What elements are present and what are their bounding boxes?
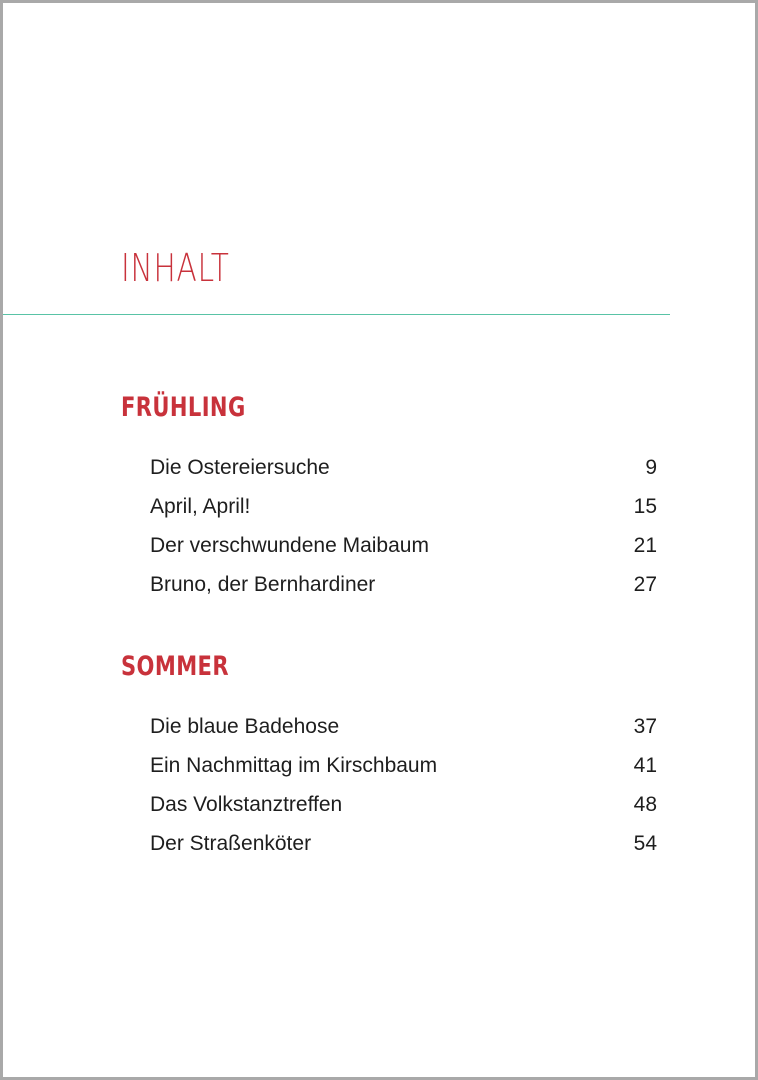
toc-entry-title: April, April!	[150, 495, 251, 518]
toc-entry-page: 54	[633, 832, 657, 855]
toc-entry-title: Der verschwundene Maibaum	[150, 534, 429, 557]
toc-entry-title: Der Straßenköter	[150, 832, 312, 855]
toc-entry-title: Die blaue Badehose	[150, 715, 340, 738]
toc-entry-page: 21	[633, 534, 657, 557]
section-title-fruehling: FRÜHLING	[121, 392, 246, 423]
toc-entry	[150, 526, 657, 565]
toc-list-sommer	[150, 707, 657, 863]
toc-entry-title: Die Ostereiersuche	[150, 456, 330, 479]
section-title-sommer: SOMMER	[121, 651, 229, 682]
toc-list-fruehling	[150, 448, 657, 604]
toc-entry-page: 48	[633, 793, 657, 816]
toc-entry-title: Ein Nachmittag im Kirschbaum	[150, 754, 438, 777]
toc-entry	[150, 785, 657, 824]
toc-entry-title: Das Volkstanztreffen	[150, 793, 343, 816]
toc-entry-page: 9	[645, 456, 657, 479]
title-divider	[3, 314, 670, 315]
toc-entry-page: 41	[633, 754, 657, 777]
toc-entry-page: 27	[633, 573, 657, 596]
toc-entry-title: Bruno, der Bernhardiner	[150, 573, 376, 596]
toc-entry	[150, 448, 657, 487]
toc-entry-page: 37	[633, 715, 657, 738]
toc-entry	[150, 746, 657, 785]
toc-entry	[150, 487, 657, 526]
toc-entry	[150, 824, 657, 863]
toc-entry	[150, 565, 657, 604]
page-title: INHALT	[121, 246, 230, 290]
toc-entry	[150, 707, 657, 746]
toc-entry-page: 15	[633, 495, 657, 518]
